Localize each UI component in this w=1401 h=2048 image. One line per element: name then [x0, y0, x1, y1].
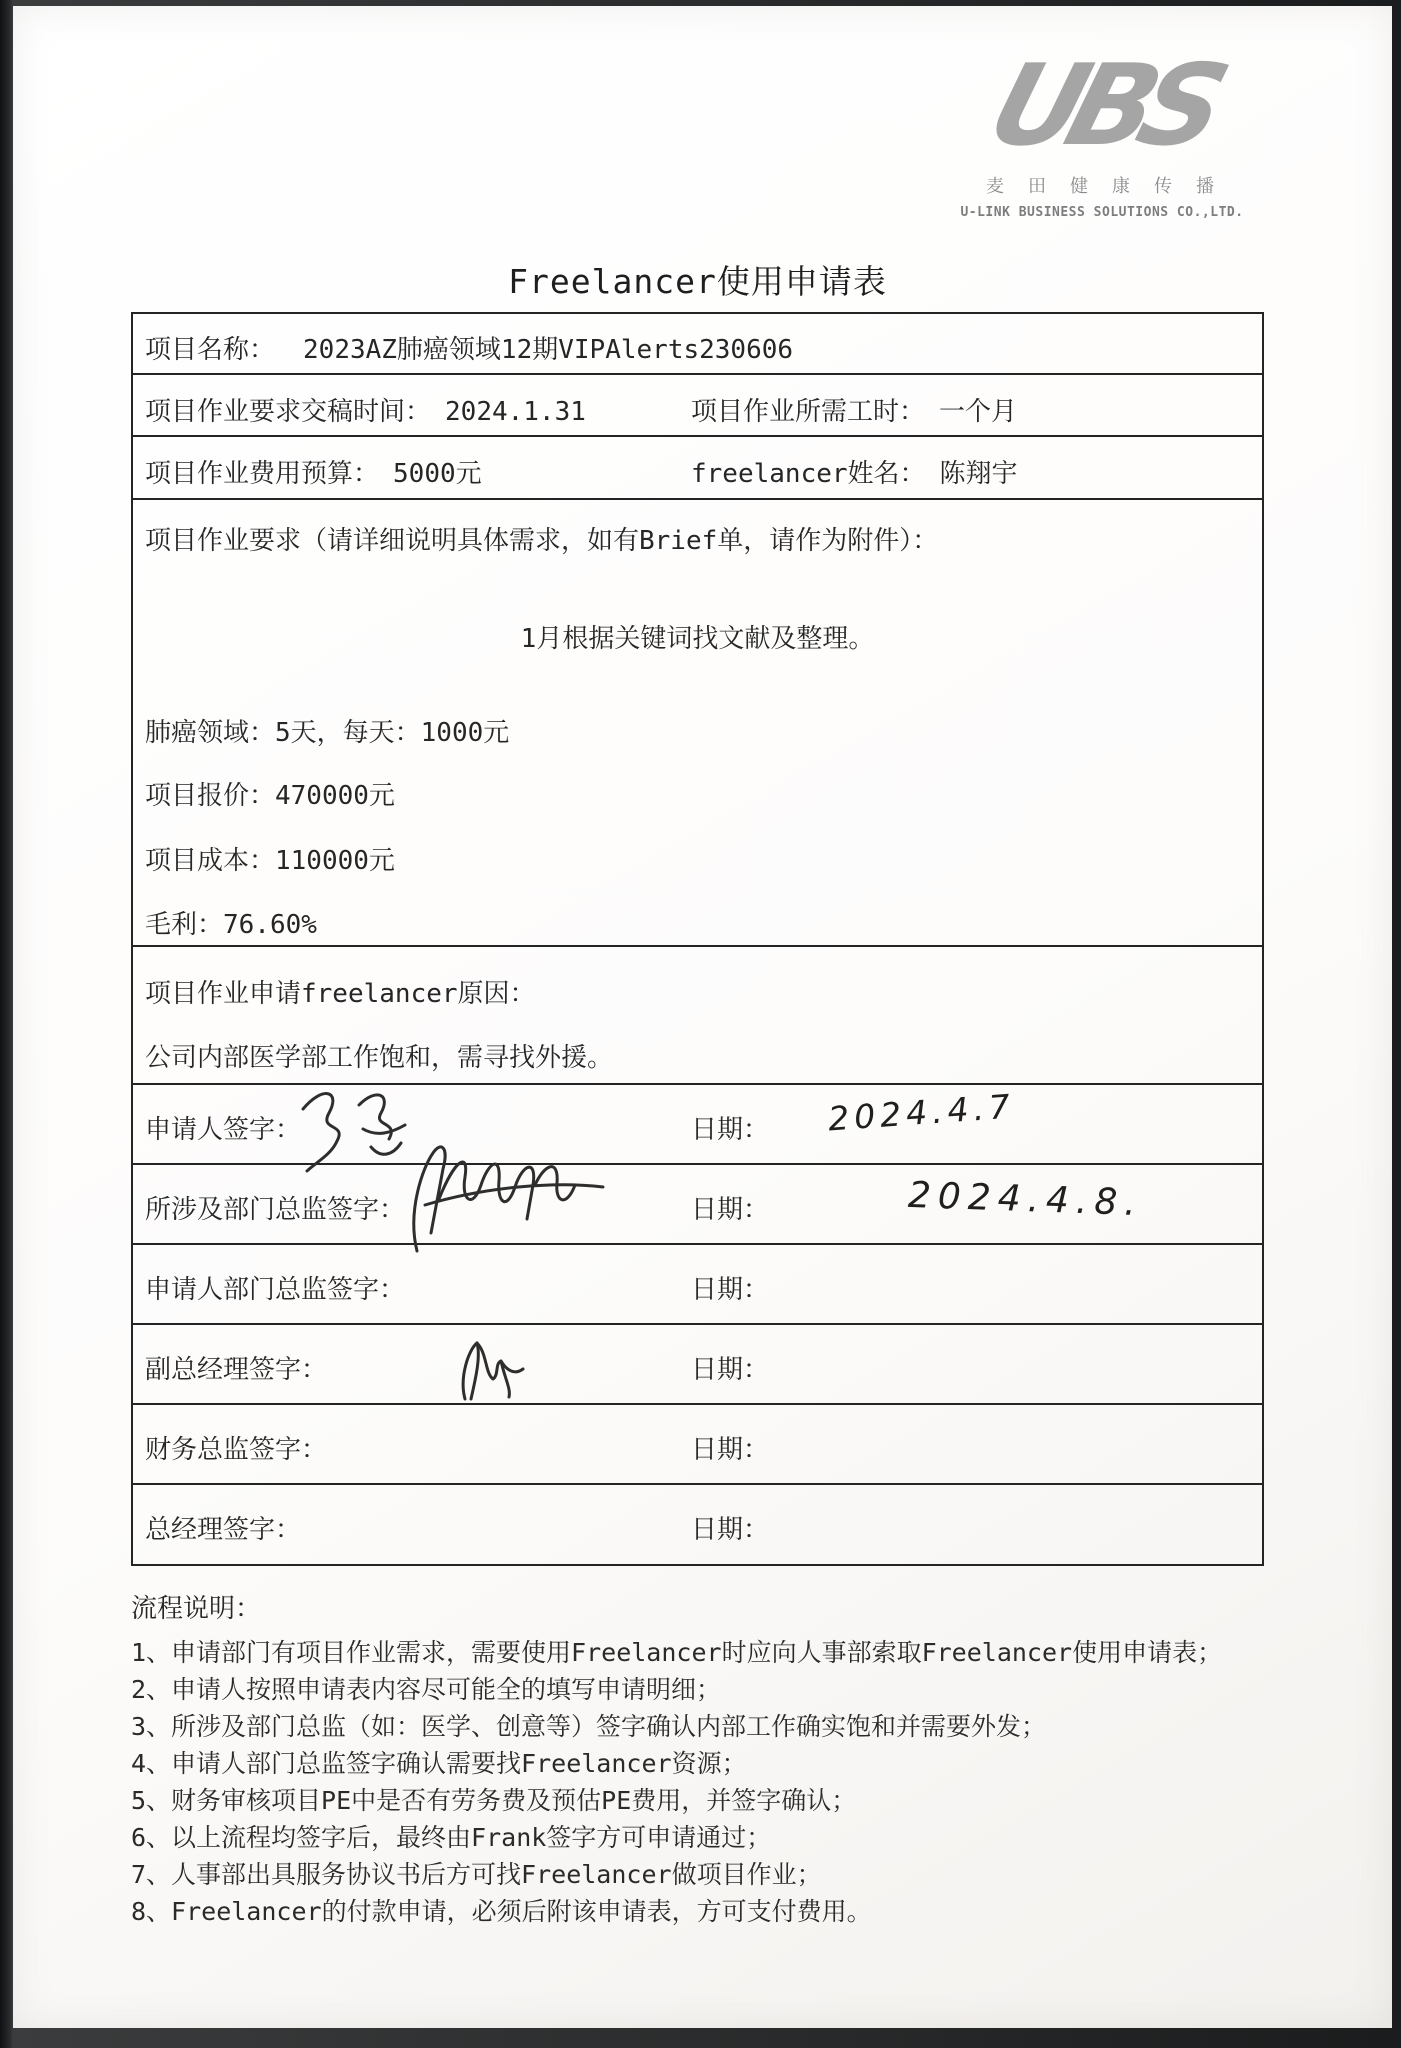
- reason-text: 公司内部医学部工作饱和，需寻找外援。: [145, 1043, 614, 1073]
- note-item-1: 1、申请部门有项目作业需求，需要使用Freelancer时应向人事部索取Freelancer使用申请表；: [131, 1638, 1223, 1667]
- budget-label: 项目作业费用预算：: [145, 459, 380, 489]
- project-name-value: 2023AZ肺癌领域12期VIPAlerts230606: [303, 335, 794, 365]
- row-signature-finance-director: [133, 1405, 1262, 1485]
- involved-director-signature-label: 所涉及部门总监签字：: [145, 1195, 406, 1225]
- form-title: Freelancer使用申请表: [508, 262, 887, 301]
- note-item-7: 7、人事部出具服务协议书后方可找Freelancer做项目作业；: [131, 1860, 822, 1889]
- row-signature-gm: [133, 1485, 1262, 1564]
- requirements-line4: 项目成本：110000元: [145, 846, 395, 876]
- row-deadline-hours: [133, 375, 1262, 437]
- requirements-line2: 肺癌领域：5天，每天：1000元: [145, 718, 510, 748]
- gm-signature-label: 总经理签字：: [145, 1515, 302, 1545]
- freelancer-name-value: 陈翔宇: [939, 459, 1018, 489]
- deputy-gm-signature-scribble: [433, 1335, 553, 1403]
- project-name-label: 项目名称：: [145, 335, 276, 365]
- note-item-3: 3、所涉及部门总监（如：医学、创意等）签字确认内部工作确实饱和并需要外发；: [131, 1712, 1047, 1741]
- ubs-logo-monogram: UBS: [975, 41, 1229, 171]
- note-item-6: 6、以上流程均签字后，最终由Frank签字方可申请通过；: [131, 1823, 772, 1852]
- company-logo: [937, 41, 1267, 220]
- applicant-signature-label: 申请人签字：: [145, 1115, 302, 1145]
- requirements-line3: 项目报价：470000元: [145, 781, 395, 811]
- process-notes: [131, 1588, 1281, 1930]
- company-name-en: U-LINK BUSINESS SOLUTIONS CO.,LTD.: [960, 205, 1244, 220]
- process-notes-list: [131, 1634, 1281, 1930]
- finance-director-signature-label: 财务总监签字：: [145, 1435, 328, 1465]
- applicant-signature-date-handwritten: 2024.4.7: [826, 1086, 1017, 1139]
- deadline-value: 2024.1.31: [445, 397, 586, 427]
- paper-sheet: [13, 6, 1392, 2028]
- row-signature-involved-director: [133, 1165, 1262, 1245]
- row-signature-deputy-gm: [133, 1325, 1262, 1405]
- note-item-4: 4、申请人部门总监签字确认需要找Freelancer资源；: [131, 1749, 747, 1778]
- applicant-director-signature-label: 申请人部门总监签字：: [145, 1275, 406, 1305]
- reason-header: 项目作业申请freelancer原因：: [145, 979, 536, 1009]
- requirements-line1: 1月根据关键词找文献及整理。: [520, 624, 875, 654]
- date-label: 日期：: [691, 1115, 770, 1145]
- row-work-requirements: [133, 500, 1262, 947]
- note-item-8: 8、Freelancer的付款申请，必须后附该申请表，方可支付费用。: [131, 1897, 872, 1926]
- deadline-label: 项目作业要求交稿时间：: [145, 397, 432, 427]
- date-label: 日期：: [691, 1355, 770, 1385]
- date-label: 日期：: [691, 1435, 770, 1465]
- work-hours-value: 一个月: [939, 397, 1018, 427]
- row-signature-applicant-director: [133, 1245, 1262, 1325]
- company-name-cn: 麦田健康传播: [986, 176, 1238, 197]
- requirements-line5: 毛利：76.60%: [145, 910, 317, 940]
- director-signature-scribble: [395, 1133, 635, 1258]
- deputy-gm-signature-label: 副总经理签字：: [145, 1355, 328, 1385]
- work-hours-label: 项目作业所需工时：: [691, 397, 926, 427]
- budget-value: 5000元: [393, 459, 482, 489]
- note-item-5: 5、财务审核项目PE中是否有劳务费及预估PE费用，并签字确认；: [131, 1786, 857, 1815]
- process-notes-header: 流程说明：: [131, 1594, 262, 1624]
- row-freelancer-reason: [133, 947, 1262, 1085]
- application-form-table: [131, 312, 1264, 1566]
- note-item-2: 2、申请人按照申请表内容尽可能全的填写申请明细；: [131, 1675, 722, 1704]
- date-label: 日期：: [691, 1195, 770, 1225]
- date-label: 日期：: [691, 1515, 770, 1545]
- row-signature-applicant: [133, 1085, 1262, 1165]
- director-signature-date-handwritten: 2024.4.8.: [907, 1174, 1144, 1225]
- requirements-header: 项目作业要求（请详细说明具体需求，如有Brief单，请作为附件）：: [145, 526, 939, 556]
- row-project-name: [133, 314, 1262, 375]
- date-label: 日期：: [691, 1275, 770, 1305]
- row-budget-name: [133, 437, 1262, 500]
- freelancer-name-label: freelancer姓名：: [691, 459, 926, 489]
